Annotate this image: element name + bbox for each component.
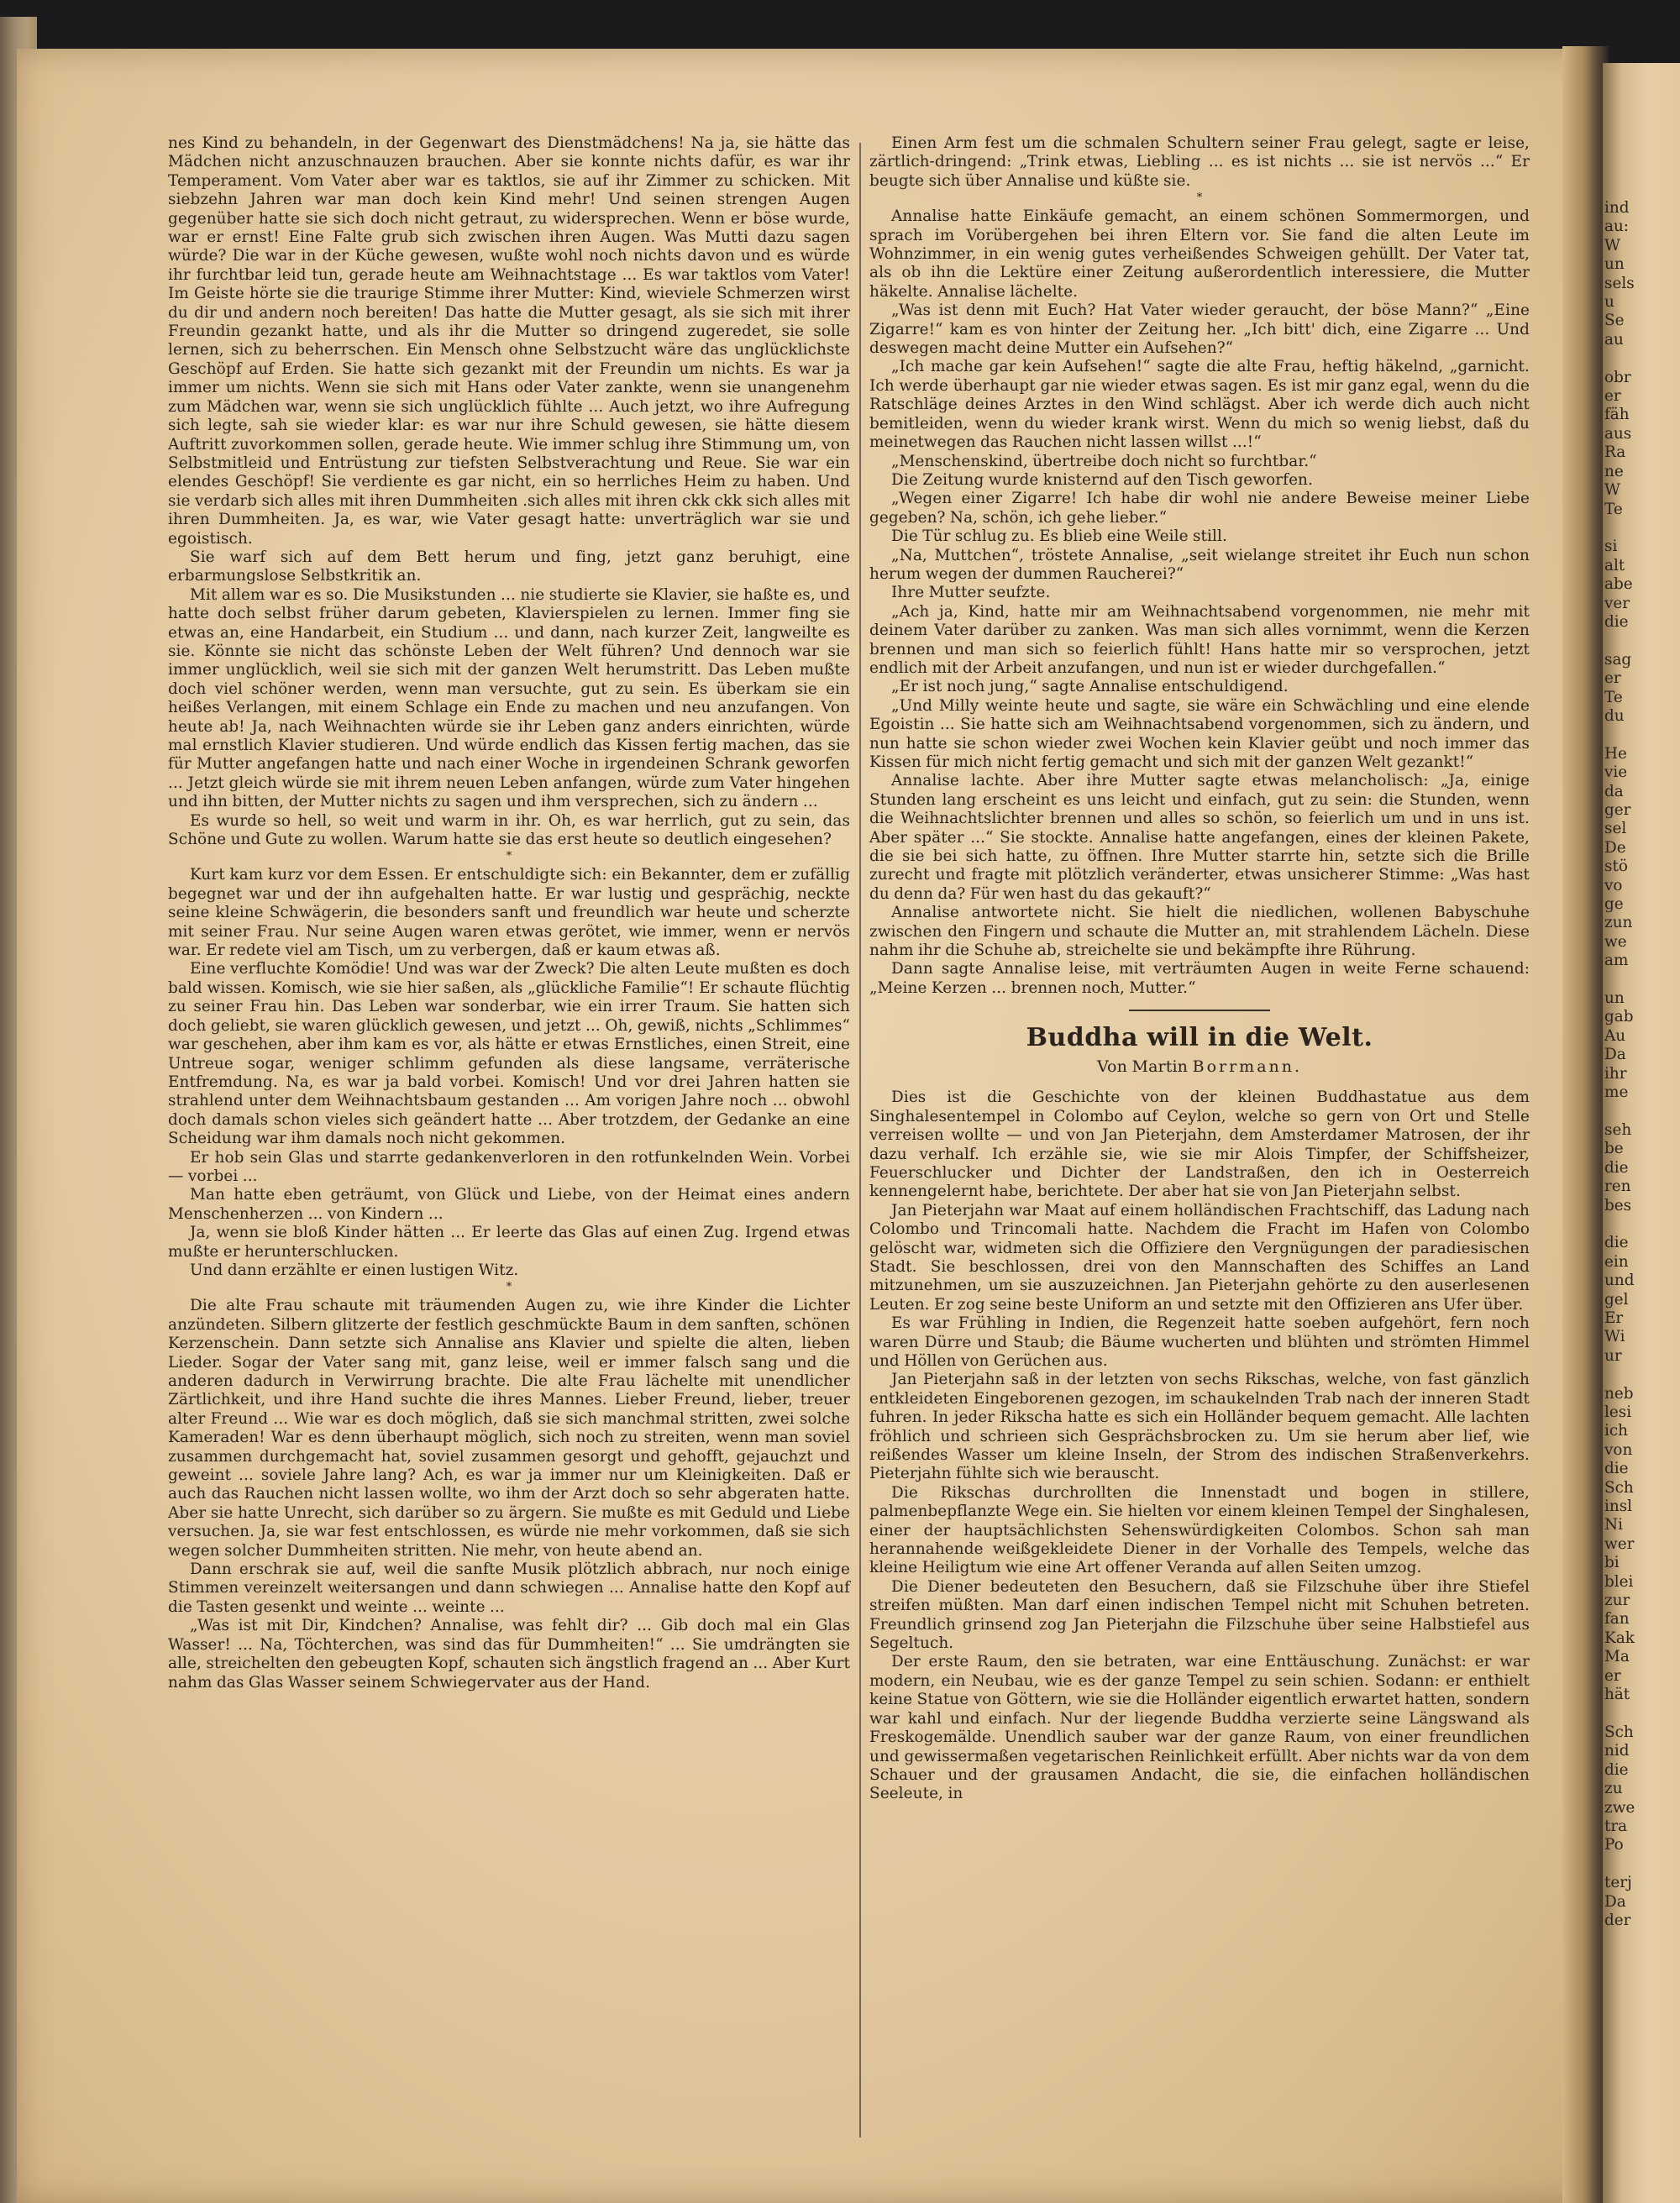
page-gutter [1562,46,1609,2203]
facing-page [1603,63,1680,2203]
left-column [168,134,850,1692]
paragraph: „Was ist denn mit Euch? Hat Vater wieder geraucht, der böse Mann?“ „Eine Zigarre!“ kam es von hinter der Zeitung her. „Ich bitt' dich, eine Zigarre ... Und deswegen macht deine Mutter ein Aufsehen?“ [869,302,1530,358]
paragraph: Einen Arm fest um die schmalen Schultern seiner Frau gelegt, sagte er leise, zärtlich-dringend: „Trink etwas, Liebling ... es ist nichts ... sie ist nervös ...“ Er beugte sich über Annalise und küßte sie. [869,134,1530,190]
paragraph: Es war Frühling in Indien, die Regenzeit hatte soeben aufgehört, fern noch waren Dürre und Staub; die Bäume wucherten und blühten und strömten Himmel und Höllen von Gerüchen aus. [869,1314,1530,1370]
paragraph: „Na, Muttchen“, tröstete Annalise, „seit wielange streitet ihr Euch nun schon herum wegen der dummen Raucherei?“ [869,546,1530,583]
byline-author: Borrmann. [1192,1057,1303,1077]
paragraph: Die Rikschas durchrollten die Innenstadt und bogen in stillere, palmenbepflanzte Wege ein. Sie hielten vor einem kleinen Tempel der Singhalesen, einer der hauptsächlichsten Sehenswürdigkeiten Colombos. Schon sah man herannahende weißgekleidete Diener in der Vorhalle des Tempels, welche das kleine Heiligtum wie eine Art offener Veranda auf allen Seiten umzog. [869,1483,1530,1577]
paragraph: Man hatte eben geträumt, von Glück und Liebe, von der Heimat eines andern Menschenherzen ... von Kindern ... [168,1186,850,1223]
paragraph: Es wurde so hell, so weit und warm in ihr. Oh, es war herrlich, gut zu sein, das Schöne und Gute zu wollen. Warum hatte sie das erst heute so deutlich eingesehen? [168,811,850,849]
article-byline [869,1057,1530,1077]
title-separator-rule [1129,1010,1270,1011]
paragraph: Jan Pieterjahn war Maat auf einem holländischen Frachtschiff, das Ladung nach Colombo und Trincomali hatte. Nachdem die Fracht im Hafen von Colombo gelöscht war, widmeten sich die Offiziere den Vergnügungen der paradiesischen Stadt. Sie beschlossen, drei von den Mannschaften des Schiffes an Land mitzunehmen, um sie auszuzeichnen. Jan Pieterjahn gehörte zu den auserlesenen Leuten. Er zog seine beste Uniform an und setzte mit den Offizieren ans Ufer über. [869,1201,1530,1314]
paragraph: nes Kind zu behandeln, in der Gegenwart des Dienstmädchens! Na ja, sie hätte das Mädchen nicht anzuschnauzen brauchen. Aber sie konnte nichts dafür, es war ihr Temperament. Vom Vater aber war es taktlos, sie auf ihr Zimmer zu schicken. Mit siebzehn Jahren war man doch kein Kind mehr! Und seinen strengen Augen gegenüber hatte sie sich doch nicht getraut, zu widersprechen. Wenn er böse wurde, war er ernst! Eine Falte grub sich zwischen ihren Augen. Was Mutti dazu sagen würde? Die war in der Küche gewesen, wußte wohl noch nichts davon und es würde ihr furchtbar leid tun, gerade heute am Weihnachtstage ... Es war taktlos vom Vater! Im Geiste hörte sie die traurige Stimme ihrer Mutter: Kind, wieviele Schmerzen wirst du dir und andern noch bereiten! Das hatte die Mutter gesagt, als sie sich mit ihrer Freundin gezankt hatte, und als ihr die Mutter so dringend zugeredet, sie solle lernen, sich zu beherrschen. Ein Mensch ohne Selbstzucht wäre das unglücklichste Geschöpf auf Erden. Sie hatte sich gezankt mit der Freundin um nichts. Es war ja immer um nichts. Wenn sie sich mit Hans oder Vater zankte, wenn sie unangenehm zum Mädchen war, wenn sie sich unglücklich fühlte ... Auch jetzt, wo ihre Aufregung sich legte, sah sie wieder klar: es war nur ihre Schuld gewesen, sie hätte diesem Auftritt zuvorkommen sollen, gerade heute. Wie immer schlug ihre Stimmung um, von Selbstmitleid und Entrüstung zur tiefsten Selbstverachtung und Reue. Sie war ein elendes Geschöpf! Sie verdiente es gar nicht, ein so herrliches Heim zu haben. Und sie verdarb sich alles mit ihren Dummheiten .sich alles mit ihren ckk ckk sich alles mit ihren Dummheiten. Ja, es war, wie Vater gesagt hatte: unverträglich war sie und egoistisch. [168,134,850,548]
paragraph: Sie warf sich auf dem Bett herum und fing, jetzt ganz beruhigt, eine erbarmungslose Selbstkritik an. [168,548,850,585]
paragraph: „Und Milly weinte heute und sagte, sie wäre ein Schwächling und eine elende Egoistin ... Sie hatte sich am Weihnachtsabend vorgenommen, sich zu ändern, und nun hatte sie schon wieder zwei Wochen kein Klavier geübt und noch immer das Kissen für mich nicht fertig gemacht und sich mit der ganzen Welt gezankt!“ [869,696,1530,771]
paragraph: Kurt kam kurz vor dem Essen. Er entschuldigte sich: ein Bekannter, dem er zufällig begegnet war und der ihn aufgehalten hatte. Er war lustig und gesprächig, neckte seine kleine Schwägerin, die besonders sanft und freundlich war heute und scherzte mit seiner Frau. Nur seine Augen waren etwas gerötet, wie immer, wenn er nervös war. Er redete viel am Tisch, um zu verbergen, daß er kaum etwas aß. [168,866,850,960]
section-asterisk: * [506,1281,512,1294]
paragraph: Dann erschrak sie auf, weil die sanfte Musik plötzlich abbrach, nur noch einige Stimmen vereinzelt weitersangen und dann schwiegen ... Annalise hatte den Kopf auf die Tasten gesenkt und weinte ... weinte ... [168,1560,850,1616]
paragraph: Die Tür schlug zu. Es blieb eine Weile still. [891,527,1227,546]
paragraph: Dies ist die Geschichte von der kleinen Buddhastatue aus dem Singhalesentempel in Colombo auf Ceylon, welche so gern von Ort und Stelle verreisen wollte — und von Jan Pieterjahn, dem Amsterdamer Matrosen, der ihr dazu verhalf. Ich erzähle sie, wie sie mir Alois Timpfer, der Schiffsheizer, Feuerschlucker und Dichter der Landstraßen, den ich in Oesterreich kennengelernt habe, berichtete. Der aber hat sie von Jan Pieterjahn selbst. [869,1088,1530,1201]
paragraph: Die alte Frau schaute mit träumenden Augen zu, wie ihre Kinder die Lichter anzündeten. Silbern glitzerte der festlich geschmückte Baum in dem sanften, schönen Kerzenschein. Dann setzte sich Annalise ans Klavier und spielte die alten, lieben Lieder. Sogar der Vater sang mit, ganz leise, weil er immer falsch sang und die anderen dadurch in Verwirrung brachte. Die alte Frau lächelte mit unendlicher Zärtlichkeit, und ihre Hand suchte die ihres Mannes. Lieber Freund, lieber, treuer alter Freund ... Wie war es doch möglich, daß sie sich manchmal stritten, zwei solche Kameraden! War es denn überhaupt möglich, sich noch zu streiten, wenn man soviel zusammen durchgemacht hat, soviel zusammen gesorgt und gehofft, gejauchzt und geweint ... soviele Jahre lang? Ach, es war ja immer nur um Kleinigkeiten. Daß er auch das Rauchen nicht lassen wollte, wo ihm der Arzt doch so sehr abgeraten hatte. Aber sie hatte Unrecht, sich darüber so zu ärgern. Sie mußte es mit Geduld und Liebe versuchen. Ja, sie war fest entschlossen, es würde nie mehr vorkommen, daß sie sich wegen solcher Dummheiten stritten. Nie mehr, von heute abend an. [168,1297,850,1560]
paragraph: Und dann erzählte er einen lustigen Witz. [190,1261,519,1279]
paragraph: Mit allem war es so. Die Musikstunden ... nie studierte sie Klavier, sie haßte es, und hatte doch selbst früher darum gebeten, Klavierspielen zu lernen. Immer fing sie etwas an, eine Handarbeit, ein Studium ... und dann, nach kurzer Zeit, langweilte es sie. Könnte sie nicht das schönste Leben der Welt führen? Und dennoch war sie immer unglücklich, weil sie sich mit der ganzen Welt herumstritt. Das Leben mußte doch viel schöner werden, wenn man versuchte, gut zu sein. Es überkam sie ein heißes Verlangen, mit einem Schlage ein Ende zu machen und neu anzufangen. Von heute ab! Ja, nach Weihnachten würde sie ihr Leben ganz anders einrichten, würde mal ernstlich Klavier studieren. Und würde endlich das Kissen fertig machen, das sie für Mutter angefangen hatte und nach einer Woche in irgendeinen Schrank geworfen ... Jetzt gleich würde sie mit ihrem neuen Leben anfangen, würde zum Vater hingehen und ihn bitten, der Mutter nichts zu sagen und ihm versprechen, sich zu ändern ... [168,585,850,811]
paragraph: Ja, wenn sie bloß Kinder hätten ... Er leerte das Glas auf einen Zug. Irgend etwas mußte er herunterschlucken. [168,1224,850,1261]
paragraph: „Was ist mit Dir, Kindchen? Annalise, was fehlt dir? ... Gib doch mal ein Glas Wasser! ... Na, Töchterchen, was sind das für Dummheiten!“ ... Sie umdrängten sie alle, streichelten den gebeugten Kopf, schauten sich ängstlich fragend an ... Aber Kurt nahm das Glas Wasser seinem Schwiegervater aus der Hand. [168,1617,850,1692]
story-continuation [869,134,1530,998]
paragraph: Eine verfluchte Komödie! Und was war der Zweck? Die alten Leute mußten es doch bald wissen. Komisch, wie sie hier saßen, als „glückliche Familie“! Er schaute flüchtig zu seiner Frau hin. Das Leben war sonderbar, wie ein irrer Traum. Sie hatten sich doch geliebt, sie waren glücklich gewesen, und jetzt ... Oh, gewiß, nichts „Schlimmes“ war geschehen, aber ihm kam es vor, als hätte er etwas Ernstliches, einen Streit, eine Untreue sogar, weniger schlimm gefunden als diese langsame, verräterische Entfremdung. Na, es war ja bald vorbei. Komisch! Und vor drei Jahren hatten sie strahlend unter dem Weihnachtsbaum gestanden ... Am vorigen Jahre noch ... obwohl doch damals schon vieles sich geändert hatte ... Aber trotzdem, der Gedanke an eine Scheidung war ihm damals noch nicht gekommen. [168,960,850,1148]
article-body [869,1088,1530,1803]
section-asterisk: * [1196,191,1203,205]
paragraph: Der erste Raum, den sie betraten, war eine Enttäuschung. Zunächst: er war modern, ein Neubau, wie es der ganze Tempel zu sein schien. Sodann: er enthielt keine Statue von Göttern, wie sie die Holländer eigentlich erwartet hatten, sondern war kahl und einfach. Nur der liegende Buddha verzierte seine Längswand als Freskogemälde. Unendlich sauber war der ganze Raum, von einer freundlichen und gewissermaßen vegetarischen Reinlichkeit erfüllt. Aber nichts war da von dem Schauer und der grausamen Andacht, die sie, die einfachen holländischen Seeleute, in [869,1653,1530,1803]
paragraph: „Ich mache gar kein Aufsehen!“ sagte die alte Frau, heftig häkelnd, „garnicht. Ich werde überhaupt gar nie wieder etwas sagen. Es ist mir ganz egal, wenn du die Ratschläge deines Arztes in den Wind schlägst. Aber ich werde dich auch nicht bemitleiden, wenn du wieder krank wirst. Wenn du mich so wenig liebst, daß du meinetwegen das Rauchen nicht lassen willst ...!“ [869,358,1530,452]
article-title: Buddha will in die Welt. [1026,1023,1373,1053]
paragraph: „Wegen einer Zigarre! Ich habe dir wohl nie andere Beweise meiner Liebe gegeben? Na, schön, ich gehe lieber.“ [869,490,1530,527]
byline-prefix: Von Martin [1096,1057,1193,1077]
paragraph: Er hob sein Glas und starrte gedankenverloren in den rotfunkelnden Wein. Vorbei — vorbei ... [168,1148,850,1185]
facing-page-text: ind au: W un sels u Se au obr er fäh aus Ra ne W Te si alt abe ver die sag er Te du He vie da ger sel De stö vo ge zun we am un gab Au Da ihr me seh be die ren bes die ein und gel Er Wi ur neb lesi ich von die Sch insl Ni wer bi blei zur fan Kak Ma er hät Sch nid die zu zwe tra Po terj Da der [1604,199,1635,1929]
right-column [869,134,1530,1804]
paragraph: Annalise lachte. Aber ihre Mutter sagte etwas melancholisch: „Ja, einige Stunden lang erscheint es uns leicht und einfach, gut zu sein: die Stunden, wenn die Weihnachtslichter brennen und alles so schön, so feierlich um und in uns ist. Aber später ...“ Sie stockte. Annalise hatte angefangen, eines der kleinen Pakete, die sie bei sich hatte, zu öffnen. Ihre Mutter starrte hin, setzte sich die Brille zurecht und fragte mit plötzlich veränderter, etwas unsicherer Stimme: „Was hast du denn da? Für wen hast du das gekauft?“ [869,772,1530,903]
paragraph: Annalise hatte Einkäufe gemacht, an einem schönen Sommermorgen, und sprach im Vorübergehen bei ihren Eltern vor. Sie fand die alten Leute im Wohnzimmer, in ein wenig gutes verheißendes Schweigen gehüllt. Der Vater tat, als ob ihn die Lektüre einer Zeitung außerordentlich interessiere, die Mutter häkelte. Annalise lächelte. [869,207,1530,301]
paragraph: Annalise antwortete nicht. Sie hielt die niedlichen, wollenen Babyschuhe zwischen den Fingern und schaute die Mutter an, mit strahlendem Lächeln. Diese nahm ihr die Schuhe ab, streichelte sie und bekämpfte ihre Rührung. [869,904,1530,960]
paragraph: Jan Pieterjahn saß in der letzten von sechs Rikschas, welche, von fast gänzlich entkleideten Eingeborenen gezogen, im schaukelnden Trab nach der inneren Stadt fuhren. In jeder Rikscha hatte es sich ein Holländer bequem gemacht. Alle lachten fröhlich und schrieen sich Gesprächsbrocken zu. Um sie herum aber lief, wie reißendes Wasser um kleine Inseln, der Strom des indischen Straßenverkehrs. Pieterjahn fühlte sich wie berauscht. [869,1371,1530,1483]
paragraph: Die Diener bedeuteten den Besuchern, daß sie Filzschuhe über ihre Stiefel streifen müßten. Man darf einen indischen Tempel nicht mit Schuhen betreten. Freundlich grinsend zog Jan Pieterjahn die Filzschuhe über seine Halbstiefel aus Segeltuch. [869,1577,1530,1653]
paragraph: „Menschenskind, übertreibe doch nicht so furchtbar.“ [891,452,1317,470]
paragraph: „Er ist noch jung,“ sagte Annalise entschuldigend. [891,678,1289,696]
section-asterisk: * [506,850,512,863]
paragraph: Ihre Mutter seufzte. [891,584,1051,602]
column-divider [859,143,861,2137]
paragraph: Dann sagte Annalise leise, mit verträumten Augen in weite Ferne schauend: „Meine Kerzen ... brennen noch, Mutter.“ [869,960,1530,997]
paragraph: Die Zeitung wurde knisternd auf den Tisch geworfen. [891,470,1313,489]
paragraph: „Ach ja, Kind, hatte mir am Weihnachtsabend vorgenommen, nie mehr mit deinem Vater darüber zu zanken. Was man sich alles vornimmt, wenn die Kerzen brennen und man sich so feierlich fühlt! Hans hatte mir so versprochen, jetzt endlich mit der Arbeit anzufangen, und nun ist er wieder durchgefallen.“ [869,602,1530,677]
